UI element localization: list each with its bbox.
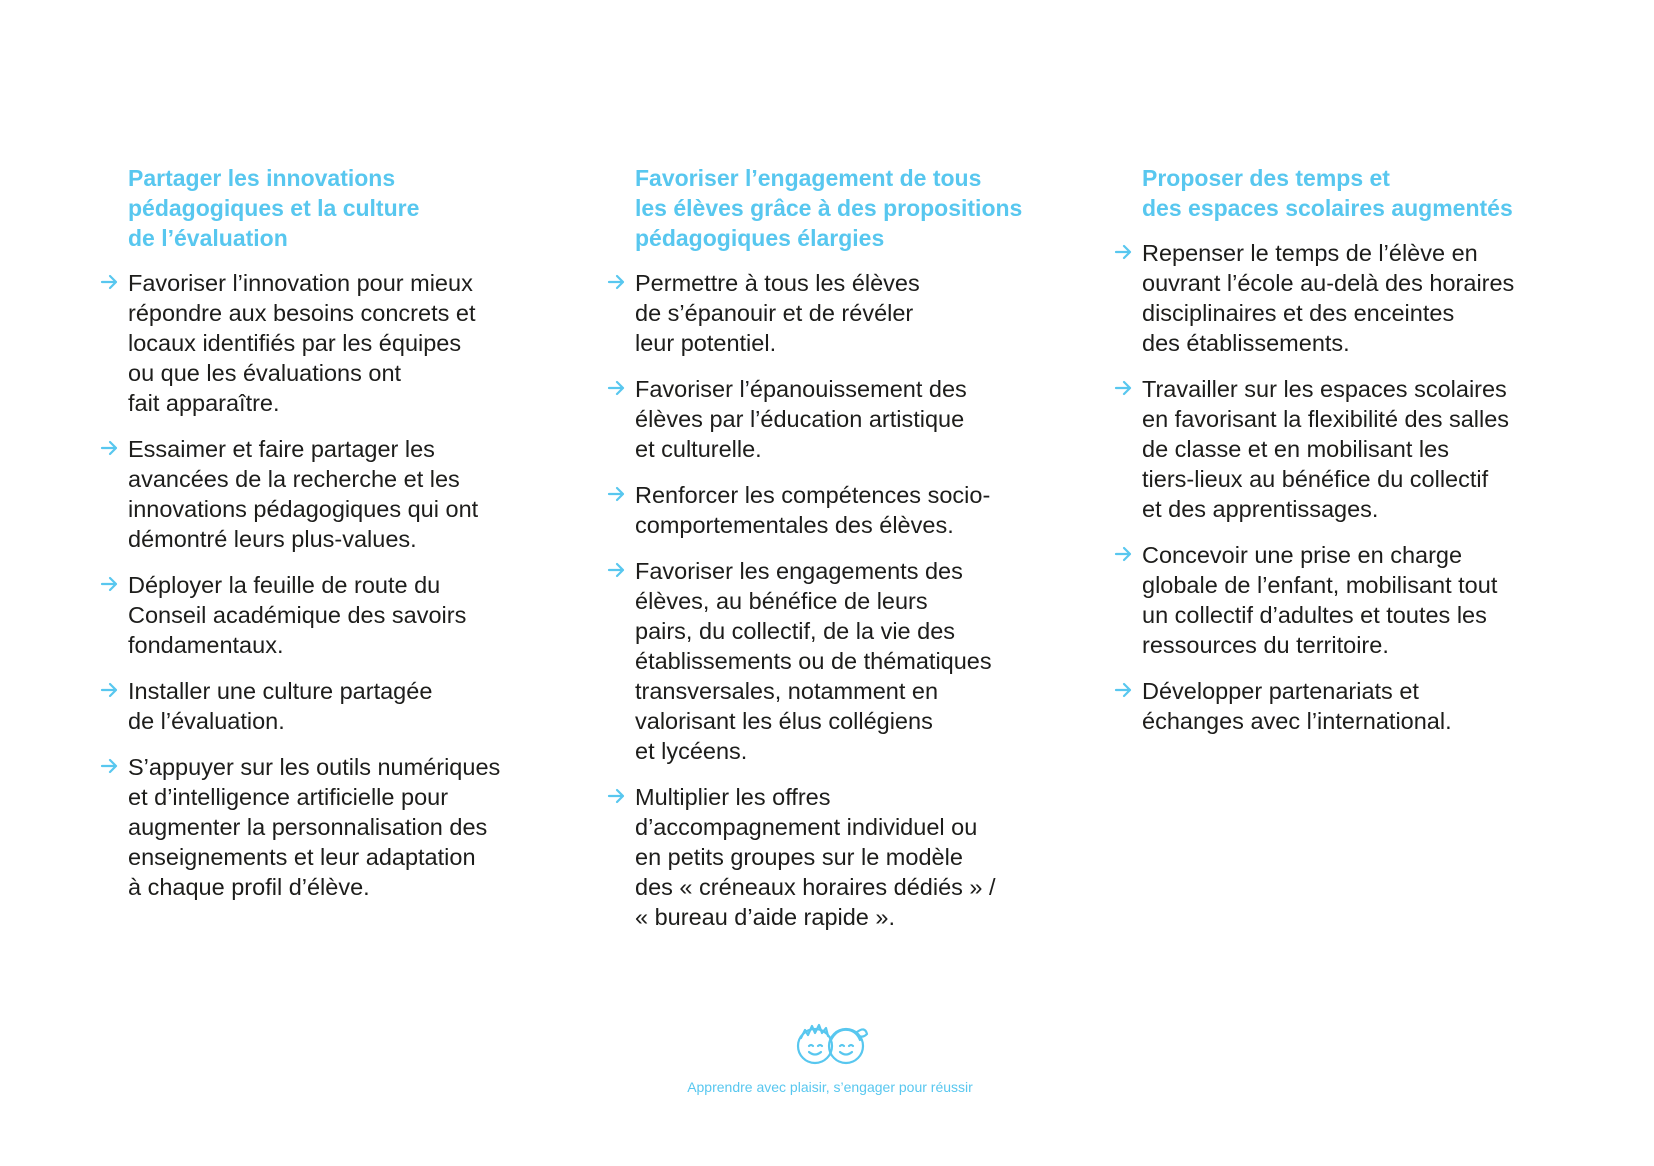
- footer: [600, 1010, 1060, 1096]
- arrow-right-icon: [100, 758, 119, 774]
- arrow-right-icon: [1114, 380, 1133, 396]
- list-item-text: Favoriser l’épanouissement des élèves par l’éducation artistique et culturelle.: [635, 376, 967, 462]
- list-item: [1114, 540, 1574, 660]
- list-item: [100, 268, 560, 418]
- list-item-text: Multiplier les offres d’accompagnement individuel ou en petits groupes sur le modèle des « créneaux horaires dédiés » / « bureau d’aide rapide ».: [635, 784, 996, 930]
- item-list: [607, 268, 1067, 932]
- arrow-right-icon: [607, 562, 626, 578]
- list-item: [1114, 676, 1574, 736]
- list-item-text: Concevoir une prise en charge globale de l’enfant, mobilisant tout un collectif d’adultes et toutes les ressources du territoire.: [1142, 542, 1498, 658]
- column-title: Favoriser l’engagement de tous les élèves grâce à des propositions pédagogiques élargies: [635, 165, 1023, 251]
- arrow-right-icon: [1114, 546, 1133, 562]
- arrow-right-icon: [1114, 244, 1133, 260]
- list-item-text: Développer partenariats et échanges avec l’international.: [1142, 678, 1452, 734]
- arrow-right-icon: [100, 576, 119, 592]
- item-list: [1114, 238, 1574, 736]
- list-item: [607, 374, 1067, 464]
- arrow-right-icon: [100, 440, 119, 456]
- list-item-text: Repenser le temps de l’élève en ouvrant l’école au-delà des horaires disciplinaires et des enceintes des établissements.: [1142, 240, 1515, 356]
- list-item: [607, 268, 1067, 358]
- list-item-text: Permettre à tous les élèves de s’épanouir et de révéler leur potentiel.: [635, 270, 920, 356]
- list-item-text: Déployer la feuille de route du Conseil académique des savoirs fondamentaux.: [128, 572, 467, 658]
- list-item: [100, 752, 560, 902]
- footer-tagline: Apprendre avec plaisir, s’engager pour réussir: [687, 1079, 973, 1095]
- arrow-right-icon: [607, 788, 626, 804]
- arrow-right-icon: [100, 274, 119, 290]
- list-item: [607, 480, 1067, 540]
- list-item: [100, 676, 560, 736]
- column-engagement: [607, 163, 1067, 948]
- arrow-right-icon: [607, 486, 626, 502]
- arrow-right-icon: [1114, 682, 1133, 698]
- list-item-text: S’appuyer sur les outils numériques et d’intelligence artificielle pour augmenter la personnalisation des enseignements et leur adaptation à chaque profil d’élève.: [128, 754, 501, 900]
- list-item: [1114, 374, 1574, 524]
- list-item-text: Installer une culture partagée de l’évaluation.: [128, 678, 433, 734]
- item-list: [100, 268, 560, 902]
- list-item: [1114, 238, 1574, 358]
- list-item-text: Favoriser l’innovation pour mieux répondre aux besoins concrets et locaux identifiés par les équipes ou que les évaluations ont fait apparaître.: [128, 270, 476, 416]
- list-item: [607, 556, 1067, 766]
- arrow-right-icon: [607, 274, 626, 290]
- list-item-text: Renforcer les compétences socio- comportementales des élèves.: [635, 482, 991, 538]
- list-item-text: Travailler sur les espaces scolaires en favorisant la flexibilité des salles de classe et en mobilisant les tiers-lieux au bénéfice du collectif et des apprentissages.: [1142, 376, 1510, 522]
- column-title: Proposer des temps et des espaces scolaires augmentés: [1142, 165, 1513, 221]
- column-temps-espaces: [1114, 163, 1574, 752]
- column-innovations: [100, 163, 560, 918]
- list-item: [607, 782, 1067, 932]
- list-item-text: Favoriser les engagements des élèves, au bénéfice de leurs pairs, du collectif, de la vie des établissements ou de thématiques transversales, notamment en valorisant les élus collégiens et lycéens.: [635, 558, 992, 764]
- arrow-right-icon: [607, 380, 626, 396]
- children-faces-icon: [785, 1010, 875, 1070]
- list-item: [100, 570, 560, 660]
- list-item: [100, 434, 560, 554]
- arrow-right-icon: [100, 682, 119, 698]
- list-item-text: Essaimer et faire partager les avancées de la recherche et les innovations pédagogiques qui ont démontré leurs plus-values.: [128, 436, 479, 552]
- column-title: Partager les innovations pédagogiques et la culture de l’évaluation: [128, 165, 420, 251]
